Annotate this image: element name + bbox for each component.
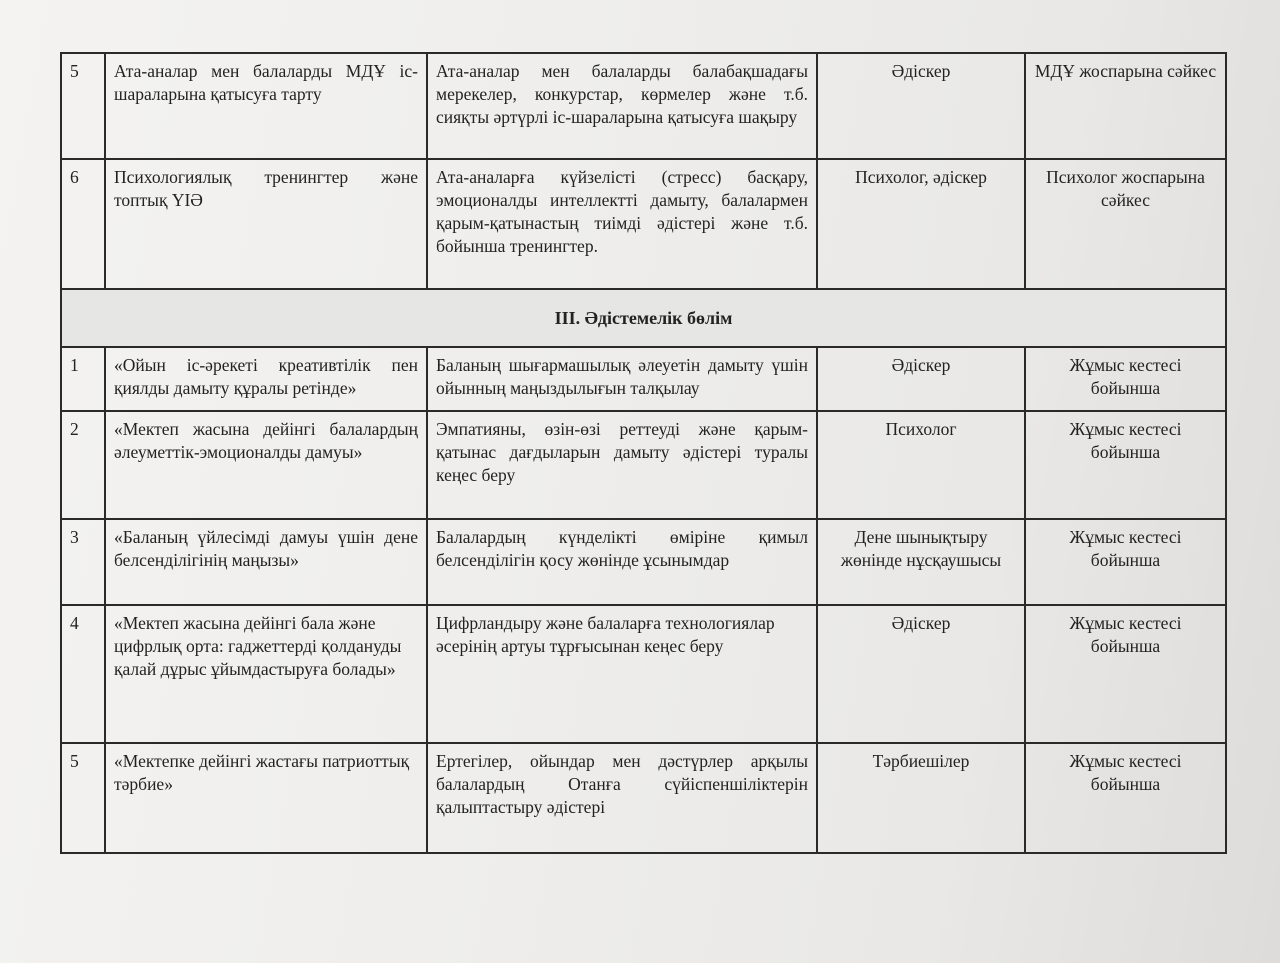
row-number: 2 [61, 411, 105, 519]
row-number: 4 [61, 605, 105, 743]
responsible: Әдіскер [817, 53, 1025, 159]
plan-table [60, 52, 1227, 854]
responsible: Психолог [817, 411, 1025, 519]
table-row [61, 605, 1226, 743]
responsible: Дене шынықтыру жөнінде нұсқаушысы [817, 519, 1025, 605]
row-number: 1 [61, 347, 105, 411]
event-title: «Мектепке дейінгі жастағы патриоттық тәрбие» [105, 743, 427, 853]
table-row [61, 411, 1226, 519]
event-description: Цифрландыру және балаларға технологиялар әсерінің артуы тұрғысынан кеңес беру [427, 605, 817, 743]
deadline: Жұмыс кестесі бойынша [1025, 605, 1226, 743]
event-description: Ата-аналарға күйзелісті (стресс) басқару, эмоционалды интеллектті дамыту, балалармен қарым-қатынастың тиімді әдістері және т.б. бойынша тренингтер. [427, 159, 817, 289]
row-number: 5 [61, 743, 105, 853]
event-title: «Ойын іс-әрекеті креативтілік пен қиялды дамыту құралы ретінде» [105, 347, 427, 411]
table-row [61, 159, 1226, 289]
table-row [61, 519, 1226, 605]
event-description: Баланың шығармашылық әлеуетін дамыту үшін ойынның маңыздылығын талқылау [427, 347, 817, 411]
event-title: Психологиялық тренингтер және топтық ҮІӘ [105, 159, 427, 289]
responsible: Тәрбиешілер [817, 743, 1025, 853]
table-row [61, 347, 1226, 411]
event-title: «Мектеп жасына дейінгі балалардың әлеуметтік-эмоционалды дамуы» [105, 411, 427, 519]
event-title: «Мектеп жасына дейінгі бала және цифрлық орта: гаджеттерді қолдануды қалай дұрыс ұйымдастыруға болады» [105, 605, 427, 743]
event-description: Ата-аналар мен балаларды балабақшадағы мерекелер, конкурстар, көрмелер және т.б. сияқты әртүрлі іс-шараларына қатысуға шақыру [427, 53, 817, 159]
deadline: Жұмыс кестесі бойынша [1025, 743, 1226, 853]
responsible: Әдіскер [817, 347, 1025, 411]
deadline: Жұмыс кестесі бойынша [1025, 519, 1226, 605]
responsible: Психолог, әдіскер [817, 159, 1025, 289]
deadline: Жұмыс кестесі бойынша [1025, 411, 1226, 519]
table-row [61, 743, 1226, 853]
deadline: Психолог жоспарына сәйкес [1025, 159, 1226, 289]
row-number: 5 [61, 53, 105, 159]
event-description: Ертегілер, ойындар мен дәстүрлер арқылы балалардың Отанға сүйіспеншіліктерін қалыптастыру әдістері [427, 743, 817, 853]
deadline: Жұмыс кестесі бойынша [1025, 347, 1226, 411]
event-description: Балалардың күнделікті өміріне қимыл белсенділігін қосу жөнінде ұсынымдар [427, 519, 817, 605]
section-header-row [61, 289, 1226, 347]
deadline: МДҰ жоспарына сәйкес [1025, 53, 1226, 159]
section-title: III. Әдістемелік бөлім [61, 289, 1226, 347]
row-number: 6 [61, 159, 105, 289]
event-title: «Баланың үйлесімді дамуы үшін дене белсенділігінің маңызы» [105, 519, 427, 605]
table-row [61, 53, 1226, 159]
responsible: Әдіскер [817, 605, 1025, 743]
row-number: 3 [61, 519, 105, 605]
event-description: Эмпатияны, өзін-өзі реттеуді және қарым-қатынас дағдыларын дамыту әдістері туралы кеңес беру [427, 411, 817, 519]
event-title: Ата-аналар мен балаларды МДҰ іс-шараларына қатысуға тарту [105, 53, 427, 159]
